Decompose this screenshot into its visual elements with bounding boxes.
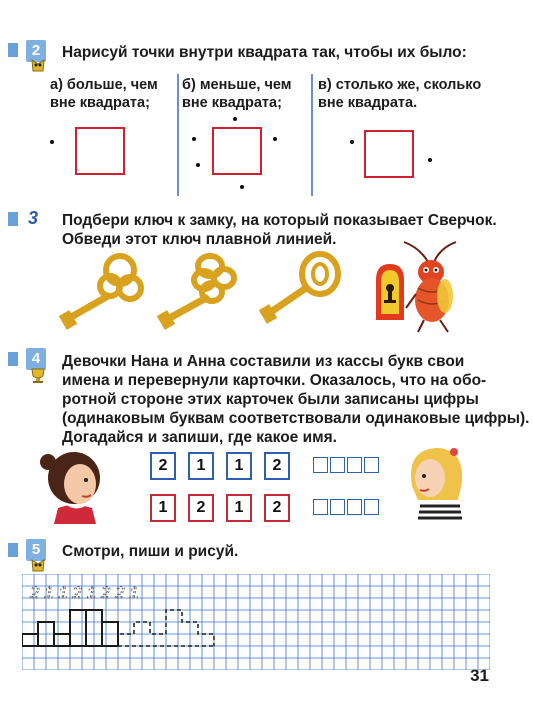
girl-anna-avatar [402, 442, 474, 524]
red-square-b[interactable] [212, 127, 262, 175]
answer-box[interactable] [364, 499, 379, 515]
card-row1-1: 2 [150, 452, 176, 480]
dot [350, 140, 354, 144]
task2-col-a-line1: а) больше, чем [50, 77, 158, 93]
dot [273, 137, 277, 141]
task-number-2: 2 [26, 40, 46, 62]
column-divider [311, 74, 313, 196]
copybook-grid[interactable] [22, 574, 490, 670]
owl-icon [30, 58, 46, 74]
task2-col-c-line2: вне квадрата. [318, 95, 418, 111]
card-row2-1: 1 [150, 494, 176, 522]
owl-icon [30, 558, 46, 574]
dot [428, 158, 432, 162]
trace-pattern: 2 1 1 2 1 2 2 1 [30, 583, 139, 602]
answer-box[interactable] [330, 499, 345, 515]
answer-box[interactable] [364, 457, 379, 473]
drawn-pattern [22, 610, 118, 646]
card-row1-3: 1 [226, 452, 252, 480]
dot [240, 185, 244, 189]
task3-instruction-line2: Обведи этот ключ плавной линией. [62, 231, 337, 248]
section-tab [8, 352, 18, 366]
dot [50, 140, 54, 144]
section-tab [8, 543, 18, 557]
answer-box[interactable] [347, 499, 362, 515]
section-tab [8, 43, 18, 57]
task2-col-b-line1: б) меньше, чем [182, 77, 292, 93]
red-square-c[interactable] [364, 130, 414, 178]
dot [196, 163, 200, 167]
section-tab [8, 212, 18, 226]
key-3-icon[interactable] [254, 248, 354, 336]
task2-col-c-line1: в) столько же, сколько [318, 77, 482, 93]
task4-instruction-line1: Девочки Нана и Анна составили из кассы букв свои [62, 353, 465, 370]
task2-instruction: Нарисуй точки внутри квадрата так, чтобы их было: [62, 44, 467, 61]
column-divider [177, 74, 179, 196]
key-2-icon[interactable] [152, 248, 252, 336]
task-number-4: 4 [26, 348, 46, 370]
task2-col-a-line2: вне квадрата; [50, 95, 150, 111]
card-row2-2: 2 [188, 494, 214, 522]
task2-col-b-line2: вне квадрата; [182, 95, 282, 111]
page-number: 31 [470, 666, 489, 685]
cricket-icon [390, 238, 470, 334]
answer-box[interactable] [313, 457, 328, 473]
task4-instruction-line2: имена и перевернули карточки. Оказалось, что на обо- [62, 372, 487, 389]
girl-nana-avatar [38, 448, 110, 524]
answer-box[interactable] [347, 457, 362, 473]
answer-box[interactable] [330, 457, 345, 473]
trace-digits [29, 583, 139, 602]
answer-box[interactable] [313, 499, 328, 515]
card-row2-3: 1 [226, 494, 252, 522]
task4-instruction-line5: Догадайся и запиши, где какое имя. [62, 429, 337, 446]
card-row1-2: 1 [188, 452, 214, 480]
key-1-icon[interactable] [50, 248, 150, 336]
task4-instruction-line4: (одинаковым буквам соответствовали одинаковые цифры). [62, 410, 530, 427]
task3-instruction-line1: Подбери ключ к замку, на который показывает Сверчок. [62, 212, 497, 229]
red-square-a[interactable] [75, 127, 125, 175]
task-number-3: 3 [28, 208, 39, 228]
task-number-5: 5 [26, 539, 46, 561]
dot [233, 117, 237, 121]
task4-instruction-line3: ротной стороне этих карточек были записаны цифры [62, 391, 479, 408]
card-row2-4: 2 [264, 494, 290, 522]
dot [192, 137, 196, 141]
trophy-icon [28, 368, 48, 384]
task5-instruction: Смотри, пиши и рисуй. [62, 543, 239, 560]
card-row1-4: 2 [264, 452, 290, 480]
